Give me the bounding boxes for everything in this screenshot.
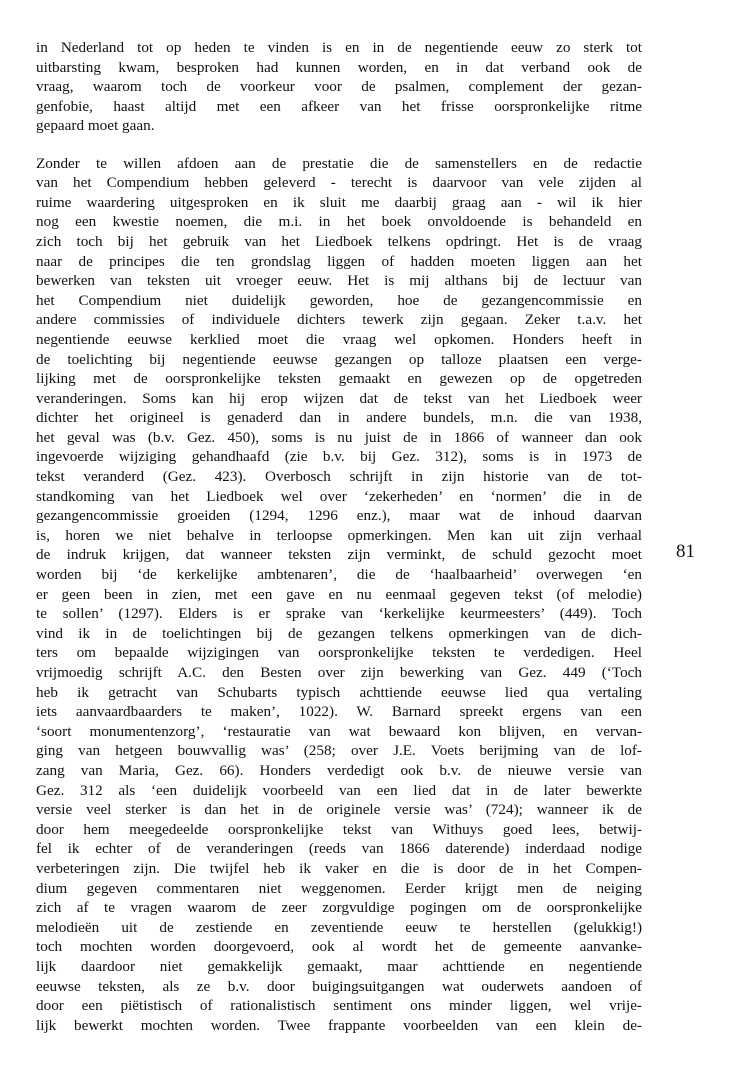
text-line: is, horen we niet behalve in terloopse opmerkingen. Men kan uit zijn verhaal: [36, 526, 642, 544]
text-line: Zonder te willen afdoen aan de prestatie die de samenstellers en de redactie: [36, 154, 642, 172]
text-line: ging van hetgeen bouwvallig was’ (258; over J.E. Voets berijming van de lof-: [36, 742, 642, 760]
text-line: zich toch bij het gebruik van het Liedboek telkens opdringt. Het is de vraag: [36, 232, 642, 250]
paragraph: [36, 38, 642, 136]
text-line: de indruk krijgen, dat wanneer teksten zijn verminkt, de schuld gezocht moet: [36, 546, 642, 564]
text-line: de toelichting bij negentiende eeuwse gezangen op talloze plaatsen een verge-: [36, 350, 642, 368]
text-line: uitbarsting kwam, besproken had kunnen worden, en in dat verband ook de: [36, 58, 642, 76]
text-line: gezangencommissie groeiden (1294, 1296 enz.), maar wat de inhoud daarvan: [36, 507, 642, 525]
page-number: 81: [676, 541, 695, 562]
text-line: verbeteringen zijn. Die twijfel heb ik vaker en die is door de in het Compen-: [36, 859, 642, 877]
text-line: te sollen’ (1297). Elders is er sprake van ‘kerkelijke keurmeesters’ (449). Toch: [36, 605, 642, 623]
text-line: het geval was (b.v. Gez. 450), soms is nu juist de in 1866 of wanneer dan ook: [36, 428, 642, 446]
paragraph-gap: [36, 136, 642, 154]
text-line: vind ik in de toelichtingen bij de gezangen telkens opmerkingen van de dich-: [36, 624, 642, 642]
text-line: fel ik echter of de veranderingen (reeds van 1866 daterende) inderdaad nodige: [36, 840, 642, 858]
text-line: van het Compendium hebben geleverd - terecht is daarvoor van vele zijden al: [36, 174, 642, 192]
text-line: melodieën uit de zestiende en zeventiende eeuw te herstellen (gelukkig!): [36, 918, 642, 936]
text-line: ‘soort monumentenzorg’, ‘restauratie van wat bewaard kon blijven, en vervan-: [36, 722, 642, 740]
text-line: negentiende eeuwse kerklied moet die vraag wel opkomen. Honders heeft in: [36, 330, 642, 348]
text-line: bewerken van teksten uit vroeger eeuw. Het is mij althans bij de lectuur van: [36, 272, 642, 290]
text-line: gepaard moet gaan.: [36, 117, 155, 135]
text-line: nog een kwestie noemen, die m.i. in het boek onvoldoende is behandeld en: [36, 213, 642, 231]
text-line: naar de principes die ten grondslag liggen of hadden moeten liggen aan het: [36, 252, 642, 270]
paragraph: [36, 154, 642, 1036]
text-line: er geen been in zien, met een gave en nu eenmaal gegeven tekst (of melodie): [36, 585, 642, 603]
text-line: iets aanvaardbaarders te maken’, 1022). W. Barnard spreekt ergens van een: [36, 703, 642, 721]
text-line: veranderingen. Soms kan hij erop wijzen dat de tekst van het Liedboek weer: [36, 389, 642, 407]
text-line: andere commissies of individuele dichters tewerk zijn gegaan. Zeker t.a.v. het: [36, 311, 642, 329]
text-line: worden bij ‘de kerkelijke ambtenaren’, die de ‘haalbaarheid’ overwegen ‘en: [36, 566, 642, 584]
text-line: lijk bewerkt mochten worden. Twee frappante voorbeelden van een klein de-: [36, 1016, 642, 1034]
text-line: heb ik getracht van Schubarts typisch achttiende eeuwse lied qua vertaling: [36, 683, 642, 701]
text-line: lijking met de oorspronkelijke teksten gemaakt en gewezen op de opgetreden: [36, 370, 642, 388]
text-line: ruime waardering uitgesproken en ik sluit me daarbij graag aan - wil ik hier: [36, 193, 642, 211]
text-line: vrijmoedig schrijft A.C. den Besten over zijn bewerking van Gez. 449 (‘Toch: [36, 664, 642, 681]
text-line: Gez. 312 als ‘een duidelijk voorbeeld van een lied dat in de later bewerkte: [36, 781, 642, 799]
text-line: vraag, waarom toch de voorkeur voor de psalmen, complement der gezan-: [36, 78, 642, 96]
text-line: toch mochten worden doorgevoerd, ook al wordt het de gemeente aanvanke-: [36, 938, 642, 956]
text-line: dichter het origineel is genaderd dan in andere bundels, m.n. die van 1938,: [36, 409, 642, 427]
text-line: zich af te vragen waarom de zeer zorgvuldige pogingen om de oorspronkelijke: [36, 899, 642, 917]
text-line: genfobie, haast altijd met een afkeer van het frisse oorspronkelijke ritme: [36, 97, 642, 115]
text-line: door hem meegedeelde oorspronkelijke tekst van Withuys goed lees, betwij-: [36, 820, 642, 838]
text-line: versie veel sterker is dan het in de originele versie was’ (724); wanneer ik de: [36, 801, 642, 819]
text-line: het Compendium niet duidelijk geworden, hoe de gezangencommissie en: [36, 291, 642, 309]
text-line: door een piëtistisch of rationalistisch sentiment ons minder liggen, wel vrije-: [36, 997, 642, 1015]
text-line: lijk daardoor niet gemakkelijk gemaakt, maar achttiende en negentiende: [36, 957, 642, 975]
text-line: tekst veranderd (Gez. 423). Overbosch schrijft in zijn historie van de tot-: [36, 468, 642, 486]
text-line: eeuwse teksten, als ze b.v. door buigingsuitgangen wat ouderwets aandoen of: [36, 977, 642, 995]
text-line: ters om bepaalde wijzigingen van oorspronkelijke teksten te verdedigen. Heel: [36, 644, 642, 662]
text-line: zang van Maria, Gez. 66). Honders verdedigt ook b.v. de nieuwe versie van: [36, 761, 642, 779]
text-line: dium gegeven commentaren niet weggenomen. Eerder krijgt men de neiging: [36, 879, 642, 897]
text-line: ingevoerde wijziging gehandhaafd (zie b.v. bij Gez. 312), soms is in 1973 de: [36, 448, 642, 466]
text-line: standkoming van het Liedboek wel over ‘zekerheden’ en ‘normen’ die in de: [36, 487, 642, 505]
text-line: in Nederland tot op heden te vinden is en in de negentiende eeuw zo sterk tot: [36, 39, 642, 56]
body-text: [36, 38, 642, 1035]
